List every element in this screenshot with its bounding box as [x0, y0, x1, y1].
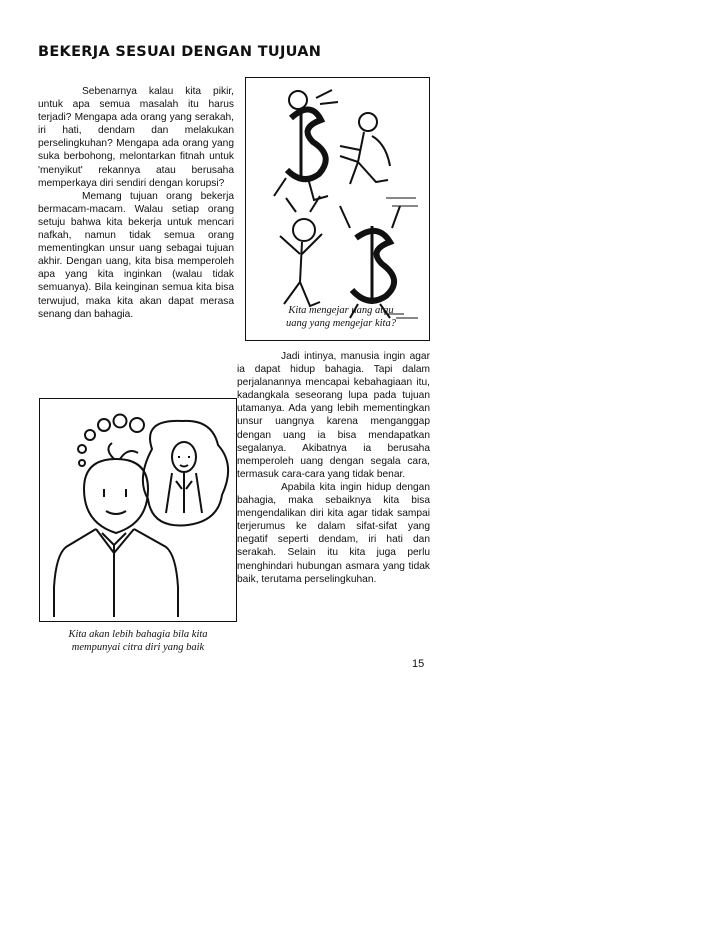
right-text-column	[237, 350, 430, 586]
self-image-illustration	[39, 398, 237, 622]
caption-line: uang yang mengejar kita?	[286, 318, 396, 329]
thinking-man-cartoon-icon	[40, 399, 236, 621]
caption-line: Kita mengejar uang atau	[288, 305, 394, 316]
illustration-caption	[266, 304, 416, 330]
money-chase-cartoon-icon	[246, 78, 429, 340]
caption-line: mempunyai citra diri yang baik	[71, 642, 205, 653]
paragraph: Apabila kita ingin hidup dengan bahagia, maka sebaiknya kita bisa mengendalikan diri kita agar tidak sampai terjerumus ke dalam sifat-sifat yang negatif seperti dendam, iri hati dan serakah. Selain itu kita juga perlu menghindari hubungan asmara yang tidak baik, terutama perselingkuhan.	[237, 481, 430, 585]
money-chase-illustration	[245, 77, 430, 341]
caption-line: Kita akan lebih bahagia bila kita	[68, 629, 208, 640]
page-title: BEKERJA SESUAI DENGAN TUJUAN	[38, 44, 322, 60]
page-number: 15	[412, 658, 425, 670]
left-text-column	[38, 85, 234, 321]
paragraph: Memang tujuan orang bekerja bermacam-macam. Walau setiap orang setuju bahwa kita bekerja untuk mencari nafkah, namun tidak semua orang mementingkan unsur uang sebagai tujuan akhir. Dengan uang, kita bisa memperoleh apa yang kita inginkan (walau tidak semuanya). Bila keinginan semua kita bisa terwujud, maka kita akan dapat merasa senang dan bahagia.	[38, 190, 234, 320]
paragraph: Sebenarnya kalau kita pikir, untuk apa semua masalah itu harus terjadi? Mengapa ada orang yang serakah, iri hati, dendam dan melakukan perselingkuhan? Mengapa ada orang yang suka berbohong, melontarkan fitnah untuk 'menyikut' rekannya atau berusaha memperkaya diri sendiri dengan korupsi?	[38, 86, 234, 189]
paragraph: Jadi intinya, manusia ingin agar ia dapat hidup bahagia. Tapi dalam perjalanannya mencapai kebahagiaan itu, kadangkala seseorang lupa pada tujuan utamanya. Ada yang lebih mementingkan unsur uangnya karena menganggap dengan uang ia bisa mendapatkan segalanya. Akibatnya ia berusaha memperoleh uang dengan segala cara, termasuk cara-cara yang tidak benar.	[237, 351, 430, 480]
illustration-caption	[40, 628, 236, 654]
